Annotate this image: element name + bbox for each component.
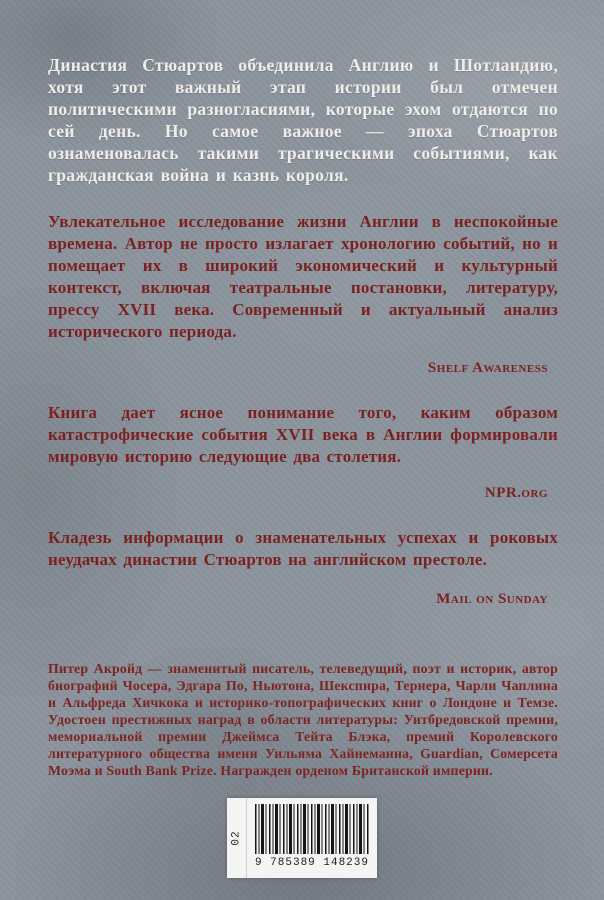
review-quote: Увлекательное исследование жизни Англии в неспокойные времена. Автор не просто излагает хронологию событий, но и помещает их в широкий экономический и культурный контекст, включая театральные постановки, литературу, прессу XVII века. Современный и актуальный анализ исторического периода.	[48, 211, 558, 341]
barcode-side-label: 02	[230, 830, 243, 846]
review-quote: Книга дает ясное понимание того, каким образом катастрофические события XVII века в Англии формировали мировую историю следующие два столетия.	[48, 402, 558, 466]
barcode-side-label-box	[227, 798, 247, 878]
review-source: NPR.org	[484, 484, 548, 501]
review-quote: Кладезь информации о знаменательных успехах и роковых неудачах династии Стюартов на английском престоле.	[48, 527, 558, 569]
author-bio: Питер Акройд — знаменитый писатель, телеведущий, поэт и историк, автор биографий Чосера, Эдгара По, Ньютона, Шекспира, Тернера, Чарли Чаплина и Альфреда Хичкока и историко-топографических книг о Лондоне и Темзе. Удостоен престижных наград в области литературы: Уитбредовской премии, мемориальной премии Джеймса Тейта Блэка, премий Королевского литературного общества имени Уильяма Хайнеманна, Guardian, Сомерсета Моэма и South Bank Prize. Награжден орденом Британской империи.	[48, 660, 558, 778]
barcode	[227, 798, 377, 878]
review-source: Mail on Sunday	[436, 590, 548, 607]
book-blurb: Династия Стюартов объединила Англию и Шотландию, хотя этот важный этап истории был отмечен политическими разногласиями, которые эхом отдаются по сей день. Но самое важное — эпоха Стюартов ознаменовалась такими трагическими событиями, как гражданская война и казнь короля.	[48, 54, 558, 185]
barcode-main	[247, 798, 377, 878]
barcode-number: 9 785389 148239	[254, 857, 369, 869]
review-source: Shelf Awareness	[427, 359, 548, 376]
barcode-bars	[255, 804, 369, 854]
